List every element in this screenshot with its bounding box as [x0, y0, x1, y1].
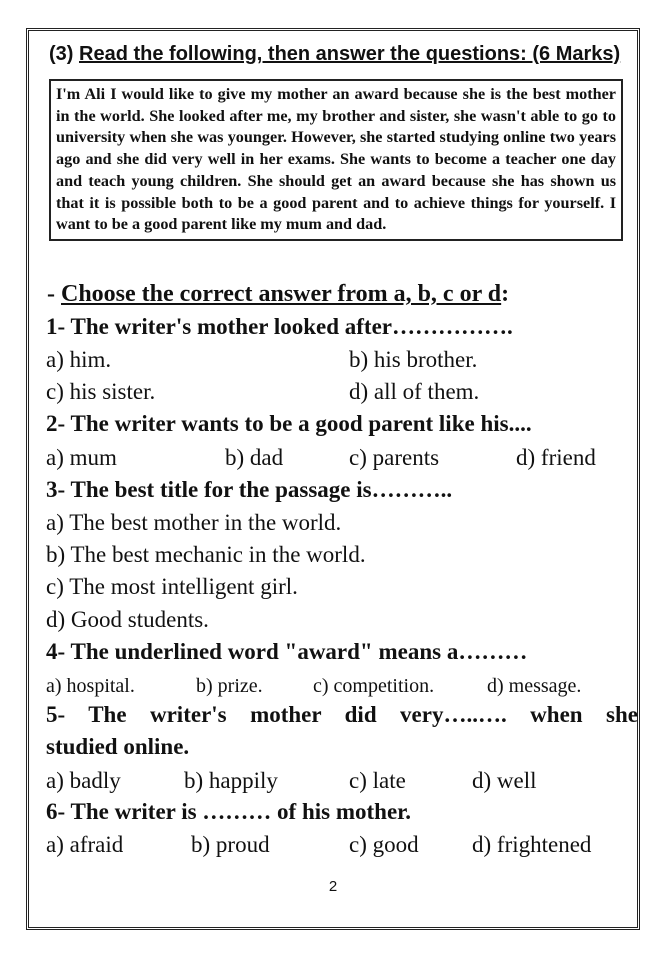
instruction — [47, 281, 509, 308]
q1-option-d[interactable]: d) all of them. — [349, 379, 480, 404]
q6-option-b[interactable]: b) proud — [191, 832, 270, 857]
question-5: 5- The writer's mother did very…..…. when she — [46, 702, 638, 727]
q3-option-b[interactable]: b) The best mechanic in the world. — [46, 542, 366, 567]
passage-underlined-word: award — [354, 85, 399, 103]
worksheet-page — [26, 28, 640, 930]
q2-option-b[interactable]: b) dad — [225, 445, 284, 470]
question-2: 2- The writer wants to be a good parent like his.... — [46, 411, 532, 436]
instruction-text: Choose the correct answer from a, b, c or d — [61, 281, 502, 307]
q4-option-d[interactable]: d) message. — [487, 675, 582, 697]
section-header — [49, 43, 639, 66]
question-4: 4- The underlined word "award" means a……… — [46, 639, 528, 664]
passage-text-start: I'm Ali I would like to give my mother an — [56, 85, 355, 103]
q4-option-a[interactable]: a) hospital. — [46, 675, 135, 697]
q4-option-c[interactable]: c) competition. — [313, 675, 435, 697]
q3-option-c[interactable]: c) The most intelligent girl. — [46, 574, 298, 599]
q6-option-d[interactable]: d) frightened — [472, 832, 592, 857]
q3-option-d[interactable]: d) Good students. — [46, 607, 209, 632]
instruction-suffix: : — [501, 281, 510, 307]
q3-option-a[interactable]: a) The best mother in the world. — [46, 510, 342, 535]
q2-option-a[interactable]: a) mum — [46, 445, 117, 470]
question-1: 1- The writer's mother looked after……………. — [46, 314, 513, 339]
section-number: (3) — [49, 43, 74, 65]
q1-option-b[interactable]: b) his brother. — [349, 347, 478, 372]
question-3: 3- The best title for the passage is……….. — [46, 477, 453, 502]
q5-option-a[interactable]: a) badly — [46, 768, 121, 793]
page-number: 2 — [328, 878, 338, 895]
section-title: Read the following, then answer the questions: (6 Marks) — [79, 43, 621, 65]
instruction-prefix: - — [47, 281, 61, 307]
q5-option-b[interactable]: b) happily — [184, 768, 278, 793]
q2-option-c[interactable]: c) parents — [349, 445, 440, 470]
question-5-continued: studied online. — [46, 734, 190, 759]
q6-option-a[interactable]: a) afraid — [46, 832, 124, 857]
q6-option-c[interactable]: c) good — [349, 832, 419, 857]
passage-text-rest: because she is the best mother in the world. She looked after me, my brother and sister, she wasn't able to go to university when she was younger. However, she started studying online two years ago and she did very well in her exams. She wants to become a teacher one day and teach young children. She should get an award because she has shown us that it is possible both to be a good parent and to achieve things for yourself. I want to be a good parent like my mum and dad. — [56, 85, 616, 234]
question-6: 6- The writer is ……… of his mother. — [46, 799, 412, 824]
q1-option-c[interactable]: c) his sister. — [46, 379, 156, 404]
q5-option-c[interactable]: c) late — [349, 768, 406, 793]
q2-option-d[interactable]: d) friend — [516, 445, 596, 470]
q1-option-a[interactable]: a) him. — [46, 347, 112, 372]
q4-option-b[interactable]: b) prize. — [196, 675, 263, 697]
reading-passage — [49, 79, 623, 241]
q5-option-d[interactable]: d) well — [472, 768, 537, 793]
